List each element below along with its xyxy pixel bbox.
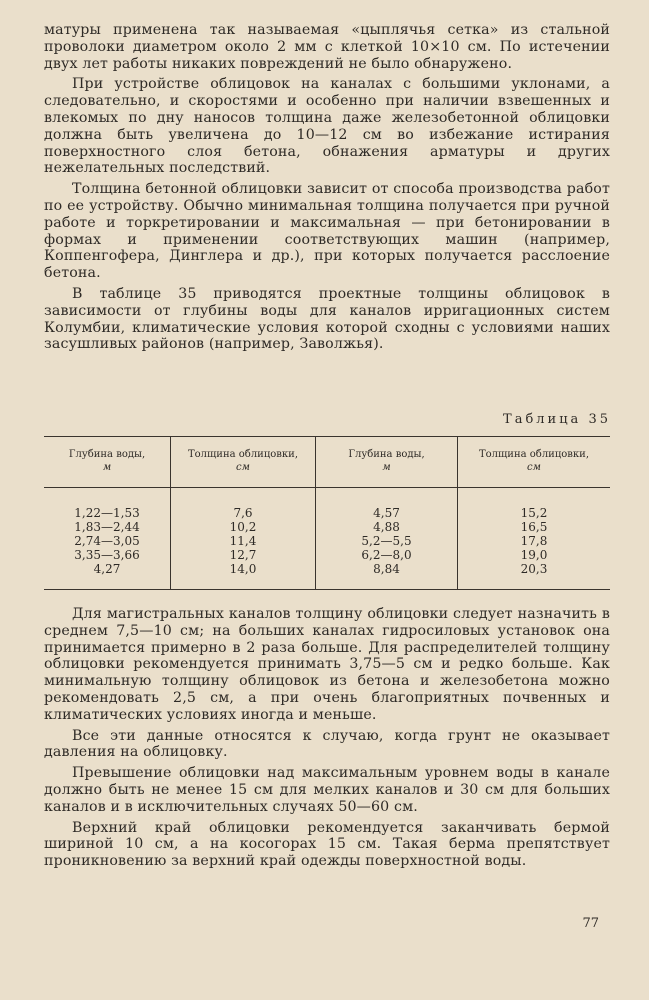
table-column-depth-1 xyxy=(44,506,170,576)
paragraph: Верхний край облицовки рекомендуется заканчивать бермой шириной 10 см, а на косогорах 15 см. Такая берма препятствует проникновению за верхний край одежды поверхностной воды. xyxy=(44,819,610,870)
table-header-cell: Толщина облицовки, см xyxy=(187,449,299,473)
table-cell: 1,83—2,44 xyxy=(74,520,140,534)
table-header-cell: Глубина воды, м xyxy=(68,449,146,473)
table-cell: 16,5 xyxy=(520,520,548,534)
table-column-depth-2 xyxy=(316,506,457,576)
paragraph: Все эти данные относятся к случаю, когда грунт не оказывает давления на облицовку. xyxy=(44,727,610,761)
table-column-thickness-2 xyxy=(458,506,610,576)
table-cell: 19,0 xyxy=(520,548,548,562)
table-cell: 12,7 xyxy=(229,548,257,562)
paragraph: Превышение облицовки над максимальным уровнем воды в канале должно быть не менее 15 см для мелких каналов и 30 см для больших каналов и в исключительных случаях 50—60 см. xyxy=(44,765,610,815)
table-header-cell: Глубина воды, м xyxy=(348,449,425,473)
table-cell: 17,8 xyxy=(520,534,548,548)
table-top-rule xyxy=(44,436,610,437)
paragraph: матуры применена так называемая «цыплячья сетка» из стальной проволоки диаметром около 2 мм с клеткой 10×10 см. По истечении двух лет работы никаких повреждений не было обнаружено. xyxy=(44,22,610,72)
text-block-top xyxy=(44,22,610,353)
table-bottom-rule xyxy=(44,589,610,590)
table-header-rule xyxy=(44,487,610,488)
table-cell: 4,88 xyxy=(373,520,400,534)
table-cell: 8,84 xyxy=(373,562,400,576)
table-cell: 7,6 xyxy=(233,506,253,520)
table-cell: 15,2 xyxy=(520,506,548,520)
page-number: 77 xyxy=(582,916,599,931)
table-cell: 20,3 xyxy=(520,562,548,576)
paragraph: При устройстве облицовок на каналах с большими уклонами, а следовательно, и скоростями и особенно при наличии взвешенных и влекомых по дну наносов толщина даже железобетонной облицовки должна быть увеличена до 10—12 см во избежание истирания поверхностного слоя бетона, обнажения арматуры и других нежелательных последствий. xyxy=(44,76,610,177)
table-cell: 14,0 xyxy=(229,562,257,576)
text-block-bottom xyxy=(44,606,610,870)
table-cell: 10,2 xyxy=(229,520,257,534)
table-cell: 4,57 xyxy=(373,506,400,520)
table-cell: 5,2—5,5 xyxy=(361,534,412,548)
table-cell: 4,27 xyxy=(93,562,121,576)
paragraph: Для магистральных каналов толщину облицовки следует назначить в среднем 7,5—10 см; на больших каналах гидросиловых установок она принимается примерно в 2 раза больше. Для распределителей толщину облицовки рекомендуется принимать 3,75—5 см и редко больше. Как минимальную толщину облицовок из бетона и железобетона можно рекомендовать 2,5 см, а при очень благоприятных почвенных и климатических условиях иногда и меньше. xyxy=(44,606,610,723)
paragraph: В таблице 35 приводятся проектные толщины облицовок в зависимости от глубины воды для каналов ирригационных систем Колумбии, климатические условия которой сходны с условиями наших засушливых районов (например, Заволжья). xyxy=(44,285,610,353)
table-caption: Таблица 35 xyxy=(503,412,611,427)
table-column-thickness-1 xyxy=(171,506,315,576)
table-cell: 1,22—1,53 xyxy=(74,506,140,520)
paragraph: Толщина бетонной облицовки зависит от способа производства работ по ее устройству. Обычно минимальная толщина получается при ручной работе и торкретировании и максимальная — при бетонировании в формах и применении соответствующих машин (например, Коппенгофера, Динглера и др.), при которых получается расслоение бетона. xyxy=(44,181,610,282)
table-cell: 3,35—3,66 xyxy=(74,548,140,562)
table-cell: 2,74—3,05 xyxy=(74,534,140,548)
table-cell: 6,2—8,0 xyxy=(361,548,412,562)
table-header-cell: Толщина облицовки, см xyxy=(478,449,590,473)
table-cell: 11,4 xyxy=(229,534,257,548)
